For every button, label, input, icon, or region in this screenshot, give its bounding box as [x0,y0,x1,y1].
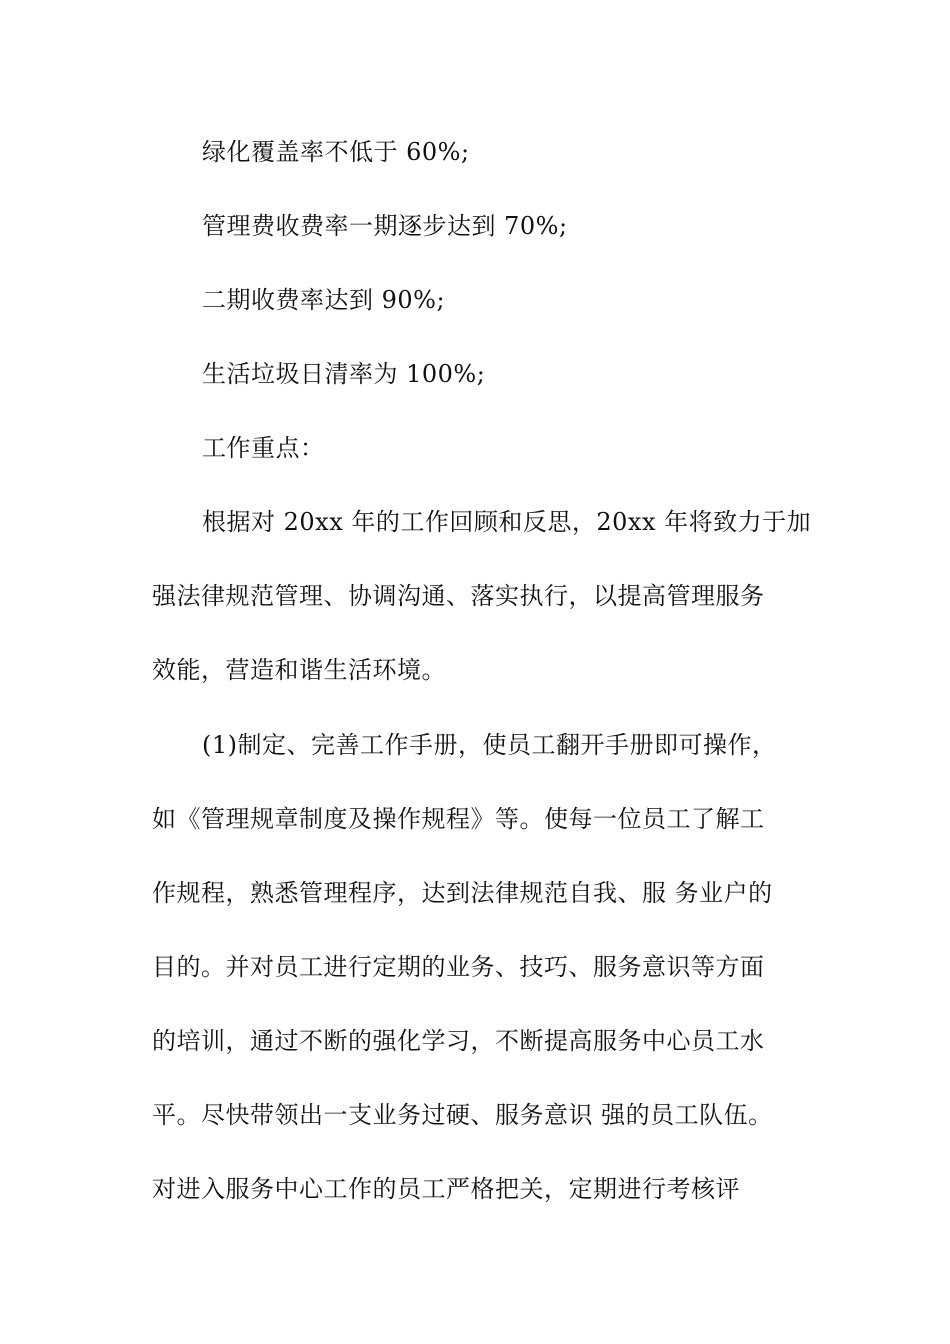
text-line-management-fee-rate: 管理费收费率一期逐步达到 70%; [202,212,568,240]
paragraph-line: 平。尽快带领出一支业务过硬、服务意识 强的员工队伍。 [152,1101,773,1129]
section-heading-work-focus: 工作重点： [202,434,325,462]
paragraph-line: 效能，营造和谐生活环境。 [152,656,446,684]
paragraph-line: 目的。并对员工进行定期的业务、技巧、服务意识等方面 [152,953,765,981]
paragraph-line: 作规程，熟悉管理程序，达到法律规范自我、服 务业户的 [152,879,773,907]
paragraph-line: 的培训，通过不断的强化学习，不断提高服务中心员工水 [152,1027,765,1055]
text-line-phase-two-fee-rate: 二期收费率达到 90%; [202,286,446,314]
text-line-greening-rate: 绿化覆盖率不低于 60%; [202,138,470,166]
paragraph-line: 对进入服务中心工作的员工严格把关，定期进行考核评 [152,1175,740,1203]
paragraph-line: 强法律规范管理、协调沟通、落实执行，以提高管理服务 [152,582,765,610]
text-line-garbage-clearance-rate: 生活垃圾日清率为 100%; [202,360,486,388]
paragraph-line: 如《管理规章制度及操作规程》等。使每一位员工了解工 [152,805,765,833]
paragraph-line: (1)制定、完善工作手册，使员工翻开手册即可操作， [202,731,777,759]
paragraph-line: 根据对 20xx 年的工作回顾和反思，20xx 年将致力于加 [202,508,812,536]
